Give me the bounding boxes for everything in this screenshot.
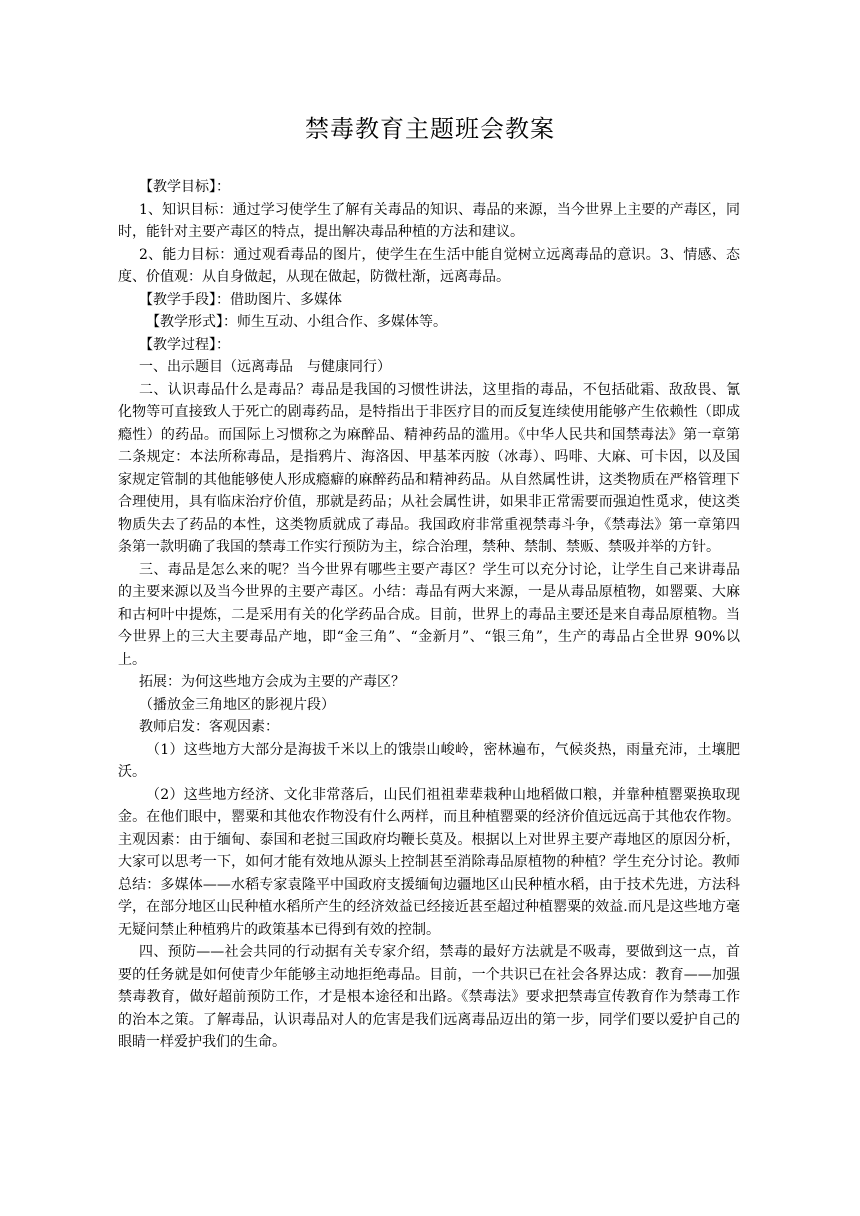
factor-one-paragraph: （1）这些地方大部分是海拔千米以上的饿崇山峻岭，密林遍布，气候炎热，雨量充沛，土壤肥沃。 xyxy=(118,741,740,780)
extension-paragraph: 拓展：为何这些地方会成为主要的产毒区？ xyxy=(139,674,405,690)
teaching-form-paragraph: 【教学形式】：师生互动、小组合作、多媒体等。 xyxy=(146,314,447,330)
factor-two-paragraph: （2）这些地方经济、文化非常落后，山民们祖祖辈辈栽种山地稻做口粮，并靠种植罂粟换取现金。在他们眼中，罂粟和其他农作物没有什么两样，而且种植罂粟的经济价值远远高于其他农作物。主观因素：由于缅甸、泰国和老挝三国政府均鞭长莫及。根据以上对世界主要产毒地区的原因分析，大家可以思考一下，如何才能有效地从源头上控制甚至消除毒品原植物的种植？学生充分讨论。教师总结：多媒体——水稻专家袁隆平中国政府支援缅甸边疆地区山民种植水稻，由于技术先进，方法科学，在部分地区山民种植水稻所产生的经济效益已经接近甚至超过种植罂粟的效益.而凡是这些地方毫无疑问禁止种植鸦片的政策基本已得到有效的控制。 xyxy=(118,786,740,938)
teacher-prompt-paragraph: 教师启发：客观因素： xyxy=(139,719,279,735)
knowledge-goal-paragraph: 1、知识目标：通过学习使学生了解有关毒品的知识、毒品的来源，当今世界上主要的产毒区，同时，能针对主要产毒区的特点，提出解决毒品种植的方法和建议。 xyxy=(118,201,740,240)
teaching-process-heading: 【教学过程】： xyxy=(139,336,230,353)
document-title: 禁毒教育主题班会教案 xyxy=(305,115,555,143)
ability-goal-paragraph: 2、能力目标：通过观看毒品的图片，使学生在生活中能自觉树立远离毒品的意识。3、情感、态度、价值观：从自身做起，从现在做起，防微杜渐，远离毒品。 xyxy=(118,246,740,285)
section-three-paragraph: 三、毒品是怎么来的呢？当今世界有哪些主要产毒区？学生可以充分讨论，让学生自己来讲毒品的主要来源以及当今世界的主要产毒区。小结：毒品有两大来源，一是从毒品原植物，如罂粟、大麻和古柯叶中提炼，二是采用有关的化学药品合成。目前，世界上的毒品主要还是来自毒品原植物。当今世界上的三大主要毒品产地，即“金三角”、“金新月”、“银三角”，生产的毒品占全世界 90%以上。 xyxy=(118,561,740,668)
video-note-paragraph: （播放金三角地区的影视片段） xyxy=(139,696,335,713)
document-body xyxy=(118,176,740,1054)
section-two-paragraph: 二、认识毒品什么是毒品？毒品是我国的习惯性讲法，这里指的毒品，不包括砒霜、敌敌畏、氰化物等可直接致人于死亡的剧毒药品，是特指出于非医疗目的而反复连续使用能够产生依赖性（即成瘾性）的药品。而国际上习惯称之为麻醉品、精神药品的滥用。《中华人民共和国禁毒法》第一章第二条规定：本法所称毒品，是指鸦片、海洛因、甲基苯丙胺（冰毒）、吗啡、大麻、可卡因，以及国家规定管制的其他能够使人形成瘾癖的麻醉药品和精神药品。从自然属性讲，这类物质在严格管理下合理使用，具有临床治疗价值，那就是药品；从社会属性讲，如果非正常需要而强迫性觅求，使这类物质失去了药品的本性，这类物质就成了毒品。我国政府非常重视禁毒斗争，《禁毒法》第一章第四条第一款明确了我国的禁毒工作实行预防为主，综合治理，禁种、禁制、禁贩、禁吸并举的方针。 xyxy=(118,381,740,555)
section-four-paragraph: 四、预防——社会共同的行动据有关专家介绍，禁毒的最好方法就是不吸毒，要做到这一点，首要的任务就是如何使青少年能够主动地拒绝毒品。目前，一个共识已在社会各界达成：教育——加强禁毒教育，做好超前预防工作，才是根本途径和出路。《禁毒法》要求把禁毒宣传教育作为禁毒工作的治本之策。了解毒品，认识毒品对人的危害是我们远离毒品迈出的第一步，同学们要以爱护自己的眼睛一样爱护我们的生命。 xyxy=(118,944,740,1050)
section-one-paragraph: 一、出示题目（远离毒品 与健康同行） xyxy=(139,359,391,375)
teaching-means-paragraph: 【教学手段】：借助图片、多媒体 xyxy=(139,291,342,308)
teaching-goals-heading: 【教学目标】： xyxy=(139,179,230,195)
